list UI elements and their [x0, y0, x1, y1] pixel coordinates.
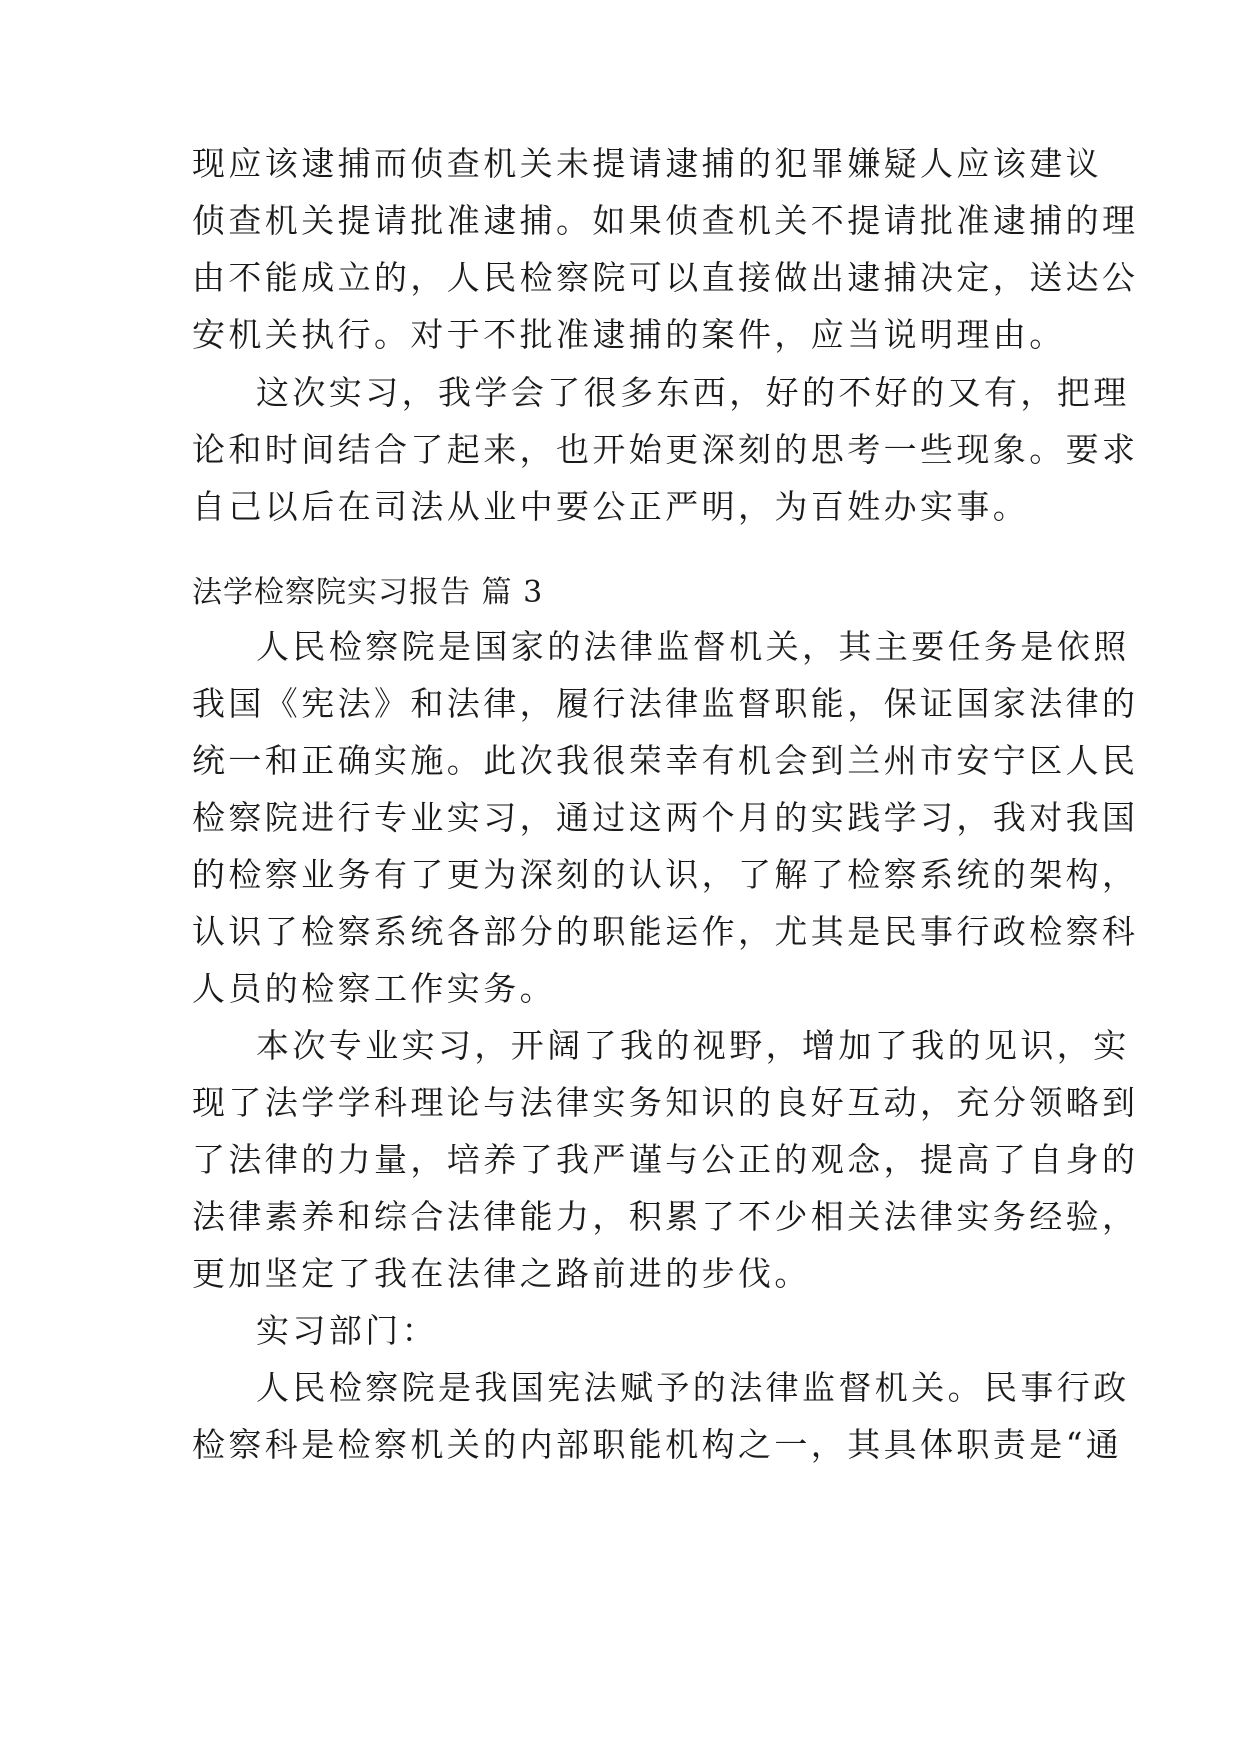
paragraph-line: 认识了检察系统各部分的职能运作，尤其是民事行政检察科 — [192, 912, 1139, 951]
paragraph-line: 由不能成立的，人民检察院可以直接做出逮捕决定，送达公 — [192, 258, 1139, 297]
subheading: 实习部门： — [256, 1311, 438, 1350]
paragraph-line: 检察科是检察机关的内部职能机构之一，其具体职责是“通 — [192, 1425, 1123, 1464]
paragraph-line: 本次专业实习，开阔了我的视野，增加了我的见识，实 — [256, 1026, 1130, 1065]
paragraph-line: 论和时间结合了起来，也开始更深刻的思考一些现象。要求 — [192, 430, 1139, 469]
paragraph-line: 我国《宪法》和法律，履行法律监督职能，保证国家法律的 — [192, 684, 1139, 723]
paragraph-line: 人民检察院是我国宪法赋予的法律监督机关。民事行政 — [256, 1368, 1130, 1407]
paragraph-line: 了法律的力量，培养了我严谨与公正的观念，提高了自身的 — [192, 1140, 1139, 1179]
paragraph-line: 这次实习，我学会了很多东西，好的不好的又有，把理 — [256, 373, 1130, 412]
paragraph-line: 现了法学学科理论与法律实务知识的良好互动，充分领略到 — [192, 1083, 1139, 1122]
paragraph-line: 更加坚定了我在法律之路前进的步伐。 — [192, 1254, 811, 1293]
paragraph-line: 的检察业务有了更为深刻的认识，了解了检察系统的架构， — [192, 855, 1139, 894]
paragraph-line: 人员的检察工作实务。 — [192, 969, 556, 1008]
paragraph-line: 统一和正确实施。此次我很荣幸有机会到兰州市安宁区人民 — [192, 741, 1139, 780]
paragraph-line: 侦查机关提请批准逮捕。如果侦查机关不提请批准逮捕的理 — [192, 201, 1139, 240]
paragraph-line: 法律素养和综合法律能力，积累了不少相关法律实务经验， — [192, 1197, 1139, 1236]
paragraph-line: 检察院进行专业实习，通过这两个月的实践学习，我对我国 — [192, 798, 1139, 837]
paragraph-line: 现应该逮捕而侦查机关未提请逮捕的犯罪嫌疑人应该建议 — [192, 144, 1102, 183]
paragraph-line: 自己以后在司法从业中要公正严明，为百姓办实事。 — [192, 487, 1030, 526]
section-heading: 法学检察院实习报告 篇 3 — [192, 575, 544, 610]
paragraph-line: 人民检察院是国家的法律监督机关，其主要任务是依照 — [256, 627, 1130, 666]
paragraph-line: 安机关执行。对于不批准逮捕的案件，应当说明理由。 — [192, 315, 1066, 354]
